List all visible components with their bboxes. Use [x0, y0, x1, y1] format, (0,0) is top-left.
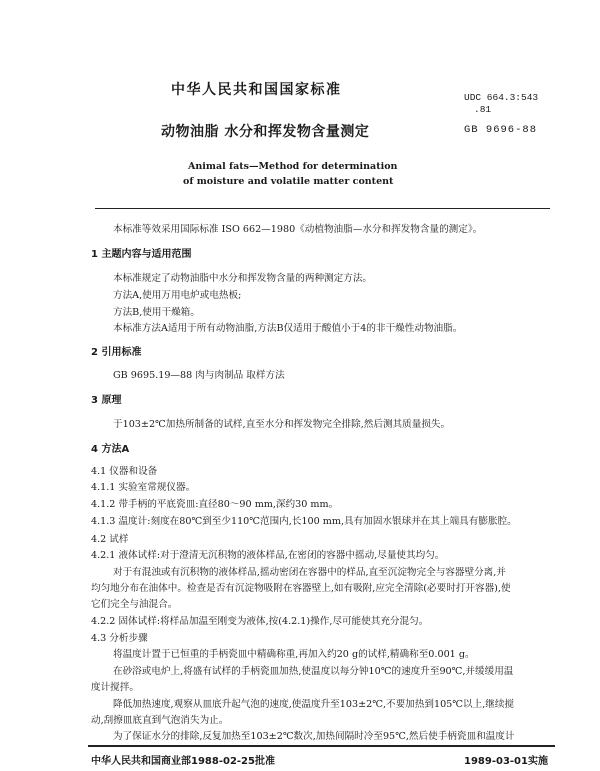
section-2-line: GB 9695.19—88 肉与肉制品 取样方法 — [113, 370, 285, 381]
section-1-line: 方法B,使用干燥箱。 — [113, 307, 200, 318]
section-4-2-1-continuation: 对于有混浊或有沉积物的液体样品,摇动密闭在容器中的样品,直至沉淀物完全与容器壁分离,并 — [113, 567, 506, 578]
section-4-1-3: 4.1.3 温度计:刻度在80℃到至少110℃范围内,长100 mm,具有加固水银球并在其上端具有膨胀腔。 — [91, 516, 517, 527]
section-3-heading: 3 原理 — [91, 395, 122, 406]
section-4-2-1-continuation: 它们完全与油混合。 — [91, 599, 178, 610]
section-4-3-line: 动,刮擦皿底直到气泡消失为止。 — [91, 715, 229, 726]
document-title-en-line2: of moisture and volatile matter content — [183, 176, 394, 187]
section-4-3-heading: 4.3 分析步骤 — [91, 633, 148, 644]
footer-divider — [88, 745, 555, 747]
section-4-1-heading: 4.1 仪器和设备 — [91, 466, 158, 477]
issuer-approval: 中华人民共和国商业部1988-02-25批准 — [91, 756, 275, 767]
section-4-3-line: 将温度计置于已恒重的手柄瓷皿中精确称重,再加入约20 g的试样,精确称至0.001 g。 — [113, 649, 475, 660]
section-1-line: 本标准方法A适用于所有动物油脂,方法B仅适用于酸值小于4的非干燥性动物油脂。 — [113, 323, 463, 334]
section-4-3-line: 度计搅拌。 — [91, 682, 139, 693]
section-4-3-line: 为了保证水分的排除,反复加热至103±2℃数次,加热间隔时冷至95℃,然后使手柄瓷皿和温度计 — [113, 731, 515, 742]
udc-code: UDC 664.3:543 — [464, 92, 539, 103]
standard-number: GB 9696-88 — [464, 124, 538, 136]
intro-paragraph: 本标准等效采用国际标准 ISO 662—1980《动植物油脂—水分和挥发物含量的测定》。 — [113, 224, 483, 235]
document-title-cn: 动物油脂 水分和挥发物含量测定 — [161, 124, 370, 140]
section-4-1-1: 4.1.1 实验室常规仪器。 — [91, 482, 196, 493]
section-3-line: 于103±2℃加热所制备的试样,直至水分和挥发物完全排除,然后测其质量损失。 — [113, 419, 451, 430]
section-4-2-1: 4.2.1 液体试样:对于澄清无沉积物的液体样品,在密闭的容器中摇动,尽量使其均匀。 — [91, 550, 445, 561]
udc-code-continuation: .81 — [474, 104, 492, 115]
section-4-3-line: 在砂浴或电炉上,将盛有试样的手柄瓷皿加热,使温度以每分钟10℃的速度升至90℃,并缓缓用温 — [113, 666, 514, 677]
document-title-en-line1: Animal fats—Method for determination — [188, 161, 398, 172]
document-header-title: 中华人民共和国国家标准 — [171, 82, 342, 98]
section-4-heading: 4 方法A — [91, 444, 130, 455]
section-1-heading: 1 主题内容与适用范围 — [91, 249, 192, 260]
section-2-heading: 2 引用标准 — [91, 347, 142, 358]
section-1-line: 方法A,使用万用电炉或电热板; — [113, 290, 242, 301]
effective-date: 1989-03-01实施 — [464, 756, 548, 767]
section-4-2-2: 4.2.2 固体试样:将样品加温至刚变为液体,按(4.2.1)操作,尽可能使其充分混匀。 — [91, 616, 429, 627]
section-4-2-heading: 4.2 试样 — [91, 534, 129, 545]
section-4-1-2: 4.1.2 带手柄的平底瓷皿:直径80～90 mm,深约30 mm。 — [91, 499, 339, 510]
section-4-2-1-continuation: 均匀地分布在油体中。检查是否有沉淀物吸附在容器壁上,如有吸附,应完全清除(必要时打开容器),使 — [91, 583, 511, 594]
header-divider — [95, 208, 550, 209]
section-4-3-line: 降低加热速度,观察从皿底升起气泡的速度,使温度升至103±2℃,不要加热到105℃以上,继续搅 — [113, 699, 515, 710]
section-1-line: 本标准规定了动物油脂中水分和挥发物含量的两种测定方法。 — [113, 273, 373, 284]
